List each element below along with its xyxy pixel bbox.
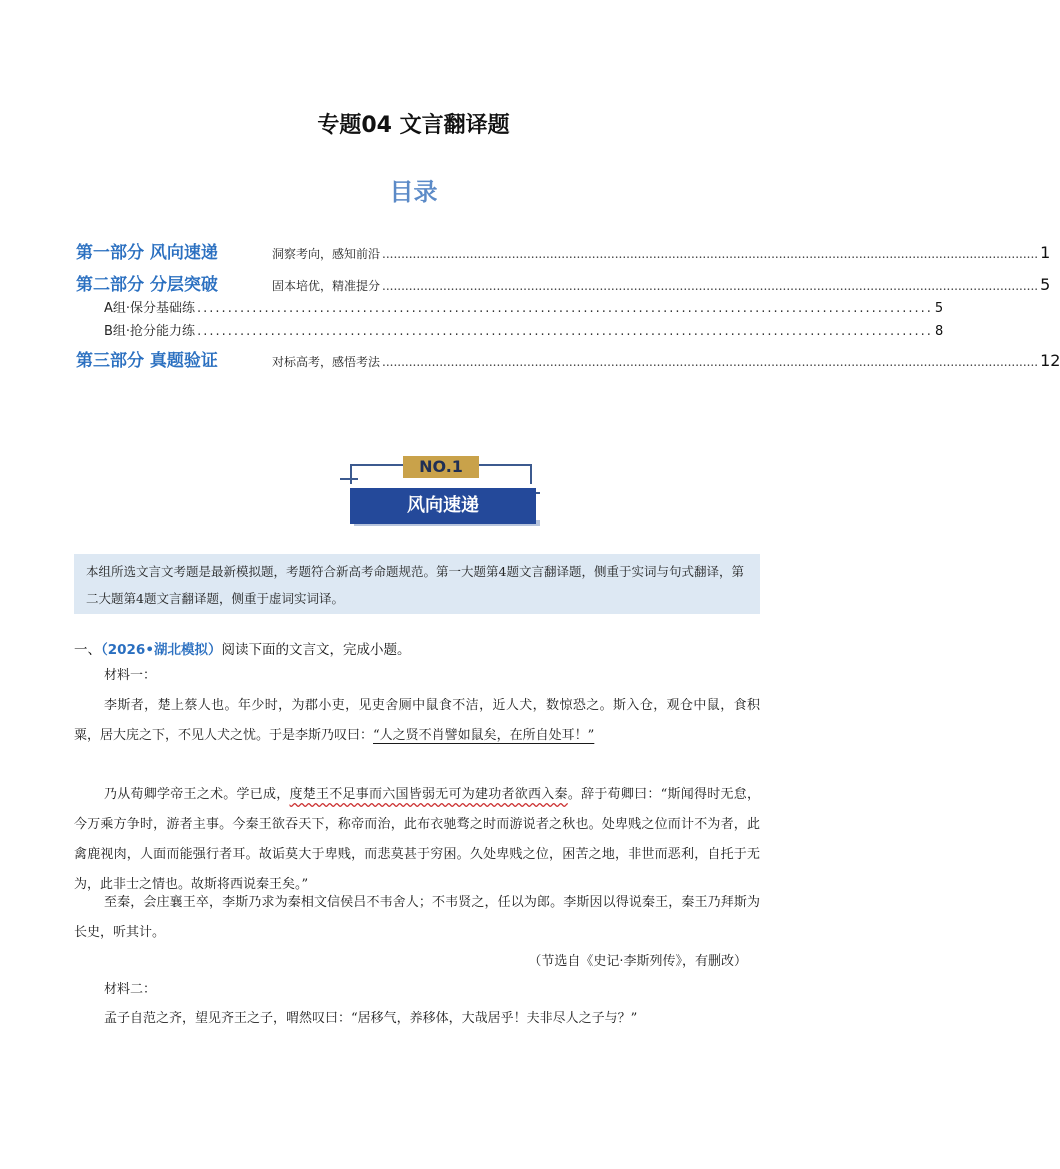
document-title: 专题04 文言翻译题 <box>317 113 510 138</box>
toc-part-label: 第二部分 分层突破 <box>76 275 218 295</box>
badge-label: 风向速递 <box>350 488 536 524</box>
toc-sub-label: B组·抢分能力练 <box>104 324 196 339</box>
material2-paragraph-1: 孟子自范之齐，望见齐王之子，喟然叹曰：“居移气，养移体，大哉居乎！夫非尽人之子与？” <box>104 1011 638 1026</box>
material1-source-note: （节选自《史记·李斯列传》，有删改） <box>528 954 747 969</box>
toc-page-number: 5 <box>934 301 944 316</box>
toc-page-number: 8 <box>934 324 944 339</box>
toc-part-desc: 洞察考向，感知前沿 <box>272 247 381 261</box>
material1-paragraph-1 <box>74 691 760 751</box>
toc-page-number: 12 <box>1040 351 1060 370</box>
toc-leader-dots: ............................................................................................................................................................................ <box>382 279 1039 293</box>
intro-box: 本组所选文言文考题是最新模拟题，考题符合新高考命题规范。第一大题第4题文言翻译题，侧重于实词与句式翻译，第二大题第4题文言翻译题，侧重于虚词实词译。 <box>74 554 760 614</box>
toc-leader-dots: ........................................................................................................................ <box>197 324 933 339</box>
question-prefix: 一、 <box>74 642 101 658</box>
toc-entry-part3[interactable] <box>76 346 1060 371</box>
toc-part-label: 第一部分 风向速递 <box>76 243 218 263</box>
toc-title: 目录 <box>389 178 438 206</box>
toc-entry-sub-a[interactable] <box>104 297 944 316</box>
toc-sub-label: A组·保分基础练 <box>104 301 196 316</box>
badge-frame-tick <box>340 478 358 480</box>
toc-page-number: 5 <box>1040 275 1051 294</box>
toc-part-desc: 固本培优，精准提分 <box>272 279 381 293</box>
badge-number: NO.1 <box>403 456 479 478</box>
paragraph-text: 乃从荀卿学帝王之术。学已成， <box>104 787 290 802</box>
toc-page-number: 1 <box>1040 243 1051 262</box>
question-source: （2026•湖北模拟） <box>101 642 222 658</box>
toc-part-label: 第三部分 真题验证 <box>76 351 218 371</box>
wavy-underlined-sentence: 度楚王不足事而六国皆弱无可为建功者欲西入秦 <box>289 787 568 802</box>
paragraph-text: 。辞于荀卿曰：“斯闻得时无怠，今万乘方争时，游者主事。今秦王欲吞天下，称帝而治，此布衣驰骛之时而游说者之秋也。处卑贱之位而计不为者，此禽鹿视肉，人面而能强行者耳。故诟莫大于卑贱，而悲莫甚于穷困。久处卑贱之位，困苦之地，非世而恶利，自托于无为，此非士之情也。故斯将西说秦王矣。” <box>74 787 760 892</box>
toc-entry-part2[interactable] <box>76 270 1051 295</box>
material2-label: 材料二： <box>104 982 157 997</box>
paragraph-text: 李斯者，楚上蔡人也。年少时，为郡小吏，见吏舍厕中鼠食不洁，近人犬，数惊恐之。斯入仓，观仓中鼠，食积粟，居大庑之下，不见人犬之忧。于是李斯乃叹曰： <box>74 698 760 743</box>
question-heading <box>74 638 410 658</box>
toc-entry-part1[interactable] <box>76 238 1051 263</box>
underlined-quote: “人之贤不肖譬如鼠矣，在所自处耳！” <box>373 728 595 743</box>
material1-paragraph-2 <box>74 780 760 900</box>
toc-leader-dots: ........................................................................................................................ <box>197 301 933 316</box>
material1-paragraph-3: 至秦，会庄襄王卒，李斯乃求为秦相文信侯吕不韦舍人；不韦贤之，任以为郎。李斯因以得说秦王，秦王乃拜斯为长史，听其计。 <box>74 895 760 940</box>
toc-entry-sub-b[interactable] <box>104 320 944 339</box>
section-badge <box>340 452 540 532</box>
material1-label: 材料一： <box>104 668 157 683</box>
question-instruction: 阅读下面的文言文，完成小题。 <box>221 642 411 658</box>
toc-leader-dots: ............................................................................................................................................................................ <box>382 355 1039 369</box>
toc-leader-dots: ............................................................................................................................................................................ <box>382 247 1039 261</box>
toc-part-desc: 对标高考，感悟考法 <box>272 355 381 369</box>
